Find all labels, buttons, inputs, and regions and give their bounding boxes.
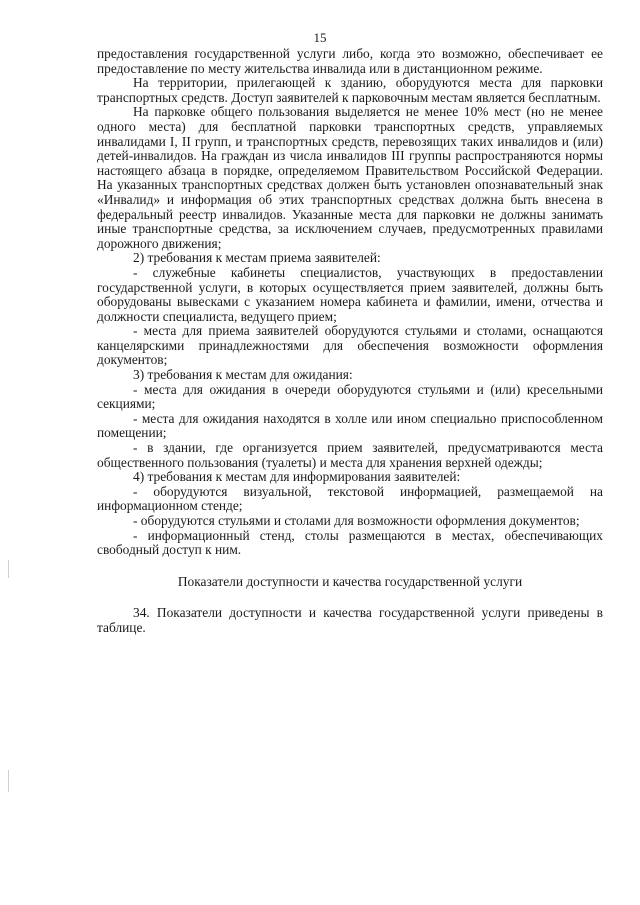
list-item: - служебные кабинеты специалистов, участвующих в предоставлении государственной услуги, в которых осуществляется прием заявителей, должны быть оборудованы вывесками с указанием номера кабинета и фамилии, имени, отчества и должности специалиста, ведущего прием; [97,264,603,324]
list-item: - оборудуются визуальной, текстовой информацией, размещаемой на информационном стенде; [97,483,603,514]
list-heading: 2) требования к местам приема заявителей: [133,250,381,266]
page-number: 15 [313,30,327,45]
paragraph: 34. Показатели доступности и качества государственной услуги приведены в таблице. [97,605,603,635]
scan-margin-mark [8,770,9,792]
list-item: - места для приема заявителей оборудуются стульями и столами, оснащаются канцелярскими принадлежностями для обеспечения возможности оформления документов; [97,323,603,368]
list-heading: 4) требования к местам для информирования заявителей: [133,469,461,485]
list-heading: 3) требования к местам для ожидания: [133,367,353,383]
list-item: - в здании, где организуется прием заявителей, предусматриваются места общественного пользования (туалеты) и места для хранения верхней одежды; [97,440,603,470]
section-heading: Показатели доступности и качества государственной услуги [177,573,523,589]
list-item: - информационный стенд, столы размещаются в местах, обеспечивающих свободный доступ к ним. [97,527,603,558]
document-body [97,47,603,636]
list-item: - места для ожидания находятся в холле или ином специально приспособленном помещении; [97,410,603,441]
paragraph: На территории, прилегающей к зданию, оборудуются места для парковки транспортных средств. Доступ заявителей к парковочным местам является бесплатным. [97,75,603,105]
list-item: - оборудуются стульями и столами для возможности оформления документов; [133,513,580,528]
list-item: - места для ожидания в очереди оборудуются стульями и (или) кресельными секциями; [97,381,603,412]
paragraph: На парковке общего пользования выделяется не менее 10% мест (но не менее одного места) для бесплатной парковки транспортных средств, управляемых инвалидами I, II групп, и транспортных средств, перевозящих таких инвалидов и (или) детей-инвалидов. На граждан из числа инвалидов III группы распространяются нормы настоящего абзаца в порядке, определяемом Правительством Российской Федерации. На указанных транспортных средствах должен быть установлен опознавательный знак «Инвалид» и информация об этих транспортных средствах должна быть внесена в федеральный реестр инвалидов. Указанные места для парковки не должны занимать иные транспортные средства, за исключением случаев, предусмотренных правилами дорожного движения; [97,104,603,251]
paragraph: предоставления государственной услуги либо, когда это возможно, обеспечивает ее предоставление по месту жительства инвалида или в дистанционном режиме. [97,46,603,76]
scan-margin-mark [8,560,9,578]
